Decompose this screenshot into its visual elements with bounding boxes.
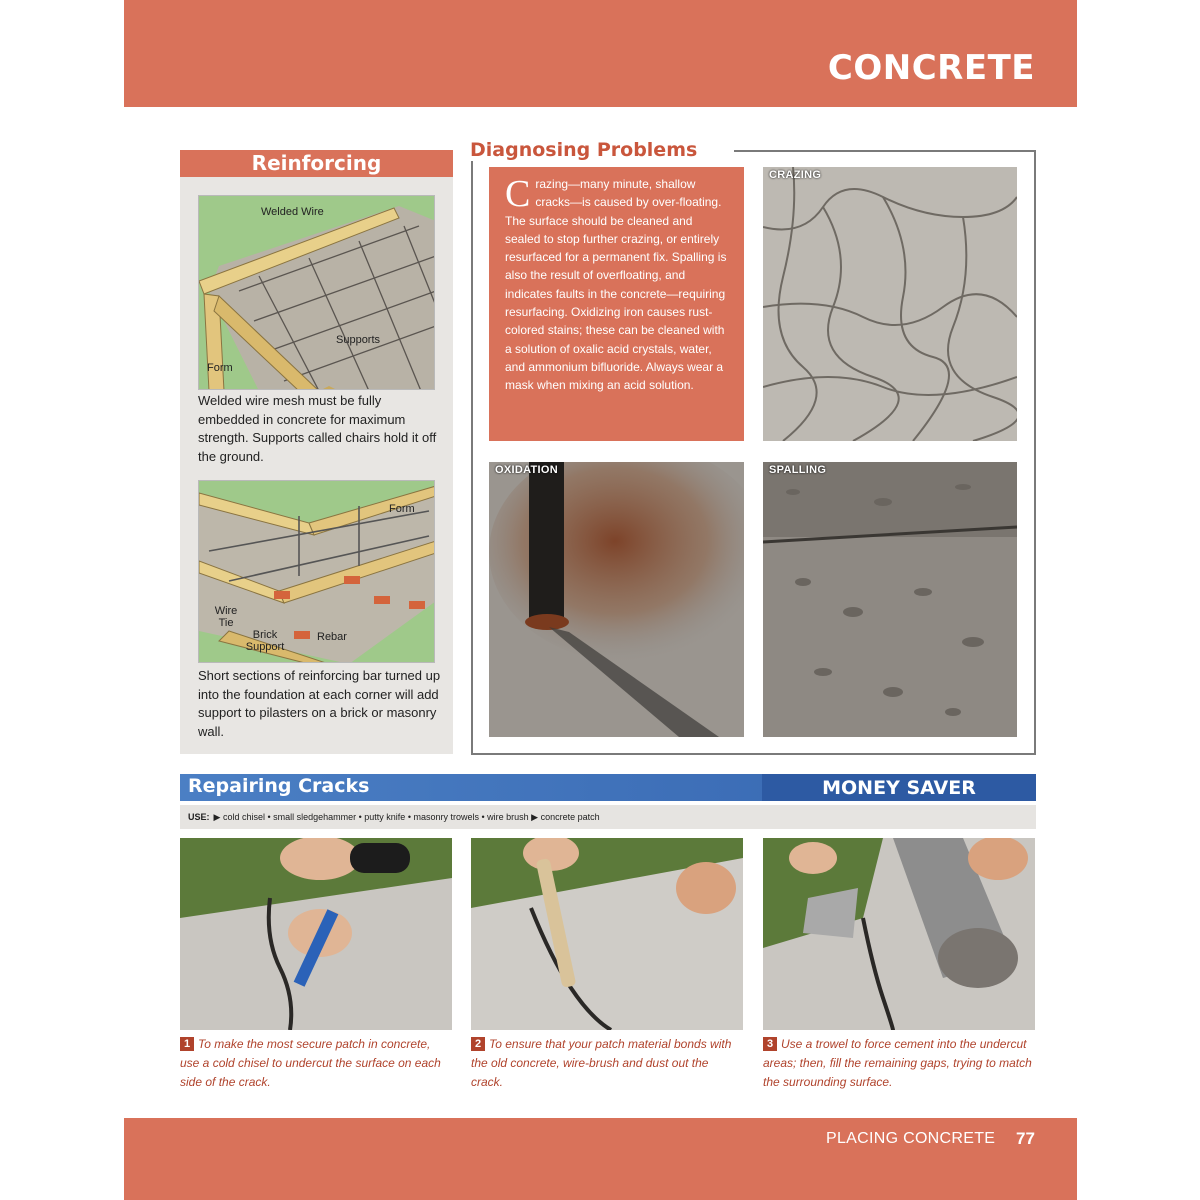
step-3-number: 3 <box>763 1037 777 1051</box>
tools-list: ▶ cold chisel • small sledgehammer • putty knife • masonry trowels • wire brush ▶ concrete patch <box>213 812 600 822</box>
tools-bar <box>180 805 1036 829</box>
reinforcing-title: Reinforcing <box>180 150 453 177</box>
crazing-image <box>763 167 1017 441</box>
reinforcing-panel <box>180 150 453 754</box>
oxidation-photo <box>489 462 744 737</box>
step-1-text: To make the most secure patch in concrete, use a cold chisel to undercut the surface on each side of the crack. <box>180 1037 441 1089</box>
step-3-text: Use a trowel to force cement into the undercut areas; then, fill the remaining gaps, trying to match the surrounding surface. <box>763 1037 1032 1089</box>
step-1-caption <box>180 1035 452 1092</box>
diagnosing-title: Diagnosing Problems <box>470 139 703 161</box>
step-2-photo <box>471 838 743 1030</box>
repairing-title: Repairing Cracks <box>188 775 370 797</box>
step-3-image <box>763 838 1035 1030</box>
rebar-caption: Short sections of reinforcing bar turned up into the foundation at each corner will add support to pilasters on a brick or masonry wall. <box>198 668 441 739</box>
spalling-photo <box>763 462 1017 737</box>
step-3-caption <box>763 1035 1035 1092</box>
crazing-label: CRAZING <box>769 169 822 181</box>
header-band <box>124 0 1077 107</box>
footer-section: PLACING CONCRETE <box>826 1130 996 1147</box>
wire-tie-label: Wire Tie <box>214 605 238 629</box>
footer-band <box>124 1118 1077 1200</box>
diagnosing-text-box <box>489 167 744 441</box>
oxidation-label: OXIDATION <box>495 464 558 476</box>
supports-label: Supports <box>336 334 381 346</box>
form-label: Form <box>207 362 233 374</box>
welded-wire-caption: Welded wire mesh must be fully embedded in concrete for maximum strength. Supports called chairs hold it off the ground. <box>198 393 437 464</box>
page-number: 77 <box>1016 1129 1035 1148</box>
step-1-number: 1 <box>180 1037 194 1051</box>
spalling-image <box>763 462 1017 737</box>
brick-support-label: Brick Support <box>245 629 285 653</box>
diagnosing-text: razing—many minute, shallow cracks—is caused by over-floating. The surface should be cleaned and sealed to stop further crazing, or entirely resurfaced for a permanent fix. Spalling is also the result of overfloating, and indicates faults in the concrete—requiring resurfacing. Oxidizing iron causes rust-colored stains; these can be cleaned with a solution of oxalic acid crystals, water, and ammonium bifluoride. Always wear a mask when mixing an acid solution. <box>505 177 727 393</box>
step-2-caption <box>471 1035 743 1092</box>
welded-wire-illustration <box>198 195 435 390</box>
step-3-photo <box>763 838 1035 1030</box>
step-1-photo <box>180 838 452 1030</box>
step-1-image <box>180 838 452 1030</box>
use-label: USE: <box>188 812 210 822</box>
rebar-label: Rebar <box>317 631 347 643</box>
dropcap: C <box>505 173 531 215</box>
money-saver-badge: MONEY SAVER <box>762 774 1036 801</box>
diagnosing-frame-top <box>734 150 1036 152</box>
page-title: CONCRETE <box>827 48 1035 88</box>
welded-wire-label: Welded Wire <box>261 206 324 218</box>
rebar-illustration <box>198 480 435 663</box>
crazing-photo <box>763 167 1017 441</box>
step-2-image <box>471 838 743 1030</box>
oxidation-image <box>489 462 744 737</box>
welded-wire-drawing <box>199 196 435 390</box>
spalling-label: SPALLING <box>769 464 827 476</box>
step-2-text: To ensure that your patch material bonds with the old concrete, wire-brush and dust out the crack. <box>471 1037 732 1089</box>
form-label-2: Form <box>389 503 415 515</box>
step-2-number: 2 <box>471 1037 485 1051</box>
repairing-bar <box>180 774 1036 801</box>
